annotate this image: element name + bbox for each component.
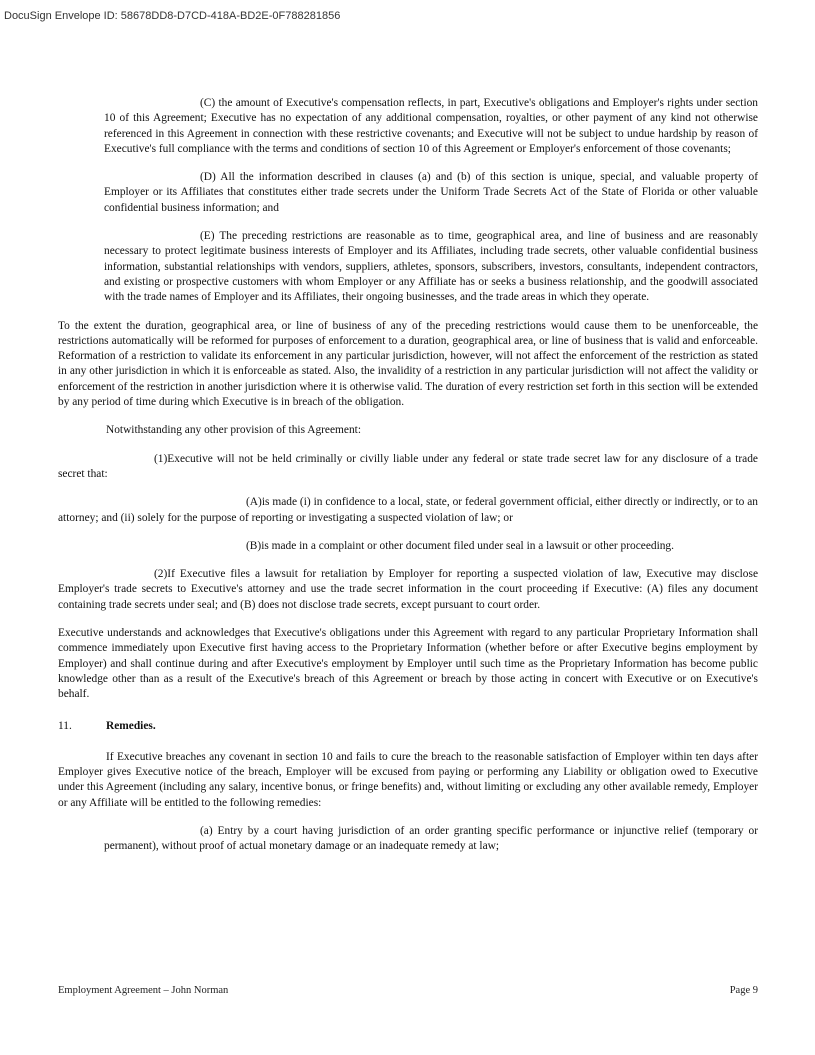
item-1-a [58,495,758,526]
item-1-b [58,539,758,554]
page-footer [58,985,758,996]
item-1-label: (1) [154,452,168,465]
section-title: Remedies. [106,719,156,732]
extent-paragraph: To the extent the duration, geographical area, or line of business of any of the preceding restrictions would cause them to be unenforceable, the restrictions automatically will be reformed for purposes of enforcement to a duration, geographical area, or line of business that is valid and enforceable. Reformation of a restriction to validate its enforcement in any particular jurisdiction, however, will not affect the enforcement of the restriction as stated in any other jurisdiction in which it is enforceable as stated. Also, the invalidity of a restriction in any particular jurisdiction will not affect the validity or enforcement of the restriction in another jurisdiction where it is otherwise valid. The duration of every restriction set forth in this section will be extended by any period of time during which Executive is in breach of the obligation. [58,319,758,409]
clause-d-label: (D) [200,171,216,184]
item-2-text: If Executive files a lawsuit for retaliation by Employer for reporting a suspected violation of law, Executive may disclose Employer's trade secrets to Executive's attorney and use the trade secret information in the court proceeding if Executive: (A) files any document containing trade secrets under seal; and (B) does not disclose trade secrets, except pursuant to court order. [58,568,758,611]
notwithstanding-paragraph: Notwithstanding any other provision of this Agreement: [106,424,361,437]
section-11-heading [58,719,758,734]
remedy-a [104,824,758,855]
page-number: Page 9 [729,985,758,996]
item-1 [58,452,758,483]
item-1-a-text: is made (i) in confidence to a local, state, or federal government official, either directly or indirectly, or to an attorney; and (ii) solely for the purpose of reporting or investigating a suspected violation of law; or [58,496,758,524]
remedy-a-label: (a) [200,824,213,837]
clause-e-label: (E) [200,230,215,243]
envelope-id: DocuSign Envelope ID: 58678DD8-D7CD-418A-BD2E-0F788281856 [4,10,341,22]
remedies-intro: If Executive breaches any covenant in section 10 and fails to cure the breach to the reasonable satisfaction of Employer within ten days after Employer gives Executive notice of the breach, Employer will be excused from paying or performing any Liability or obligation owed to Executive under this Agreement (including any salary, incentive bonus, or fringe benefits) and, without limiting or excluding any other available remedy, Employer or any Affiliate will be entitled to the following remedies: [58,750,758,809]
clause-c-text: the amount of Executive's compensation reflects, in part, Executive's obligations and Employer's rights under section 10 of this Agreement; Executive has no expectation of any additional compensation, royalties, or other payment of any kind not otherwise referenced in this Agreement in connection with these restrictive covenants; and Executive will not be subject to undue hardship by reason of Executive's full compliance with the terms and conditions of section 10 of this Agreement or Employer's enforcement of those covenants; [104,97,758,155]
item-1-text: Executive will not be held criminally or civilly liable under any federal or state trade secret law for any disclosure of a trade secret that: [58,452,758,480]
item-1-a-label: (A) [246,496,262,509]
clause-c-label: (C) [200,97,216,109]
footer-document-title: Employment Agreement – John Norman [58,985,229,996]
document-body [58,96,758,868]
remedy-a-text: Entry by a court having jurisdiction of an order granting specific performance or injunctive relief (temporary or permanent), without proof of actual monetary damage or an inadequate remedy at law; [104,824,758,853]
clause-e-text: The preceding restrictions are reasonable as to time, geographical area, and line of business and are reasonably necessary to protect legitimate business interests of Employer and its Affiliates, including trade secrets, other valuable confidential business information, substantial relationships with vendors, suppliers, athletes, sponsors, subscribers, investors, consultants, independent contractors, and existing or prospective customers with whom Employer or any Affiliate has or seeks a business relationship, and the goodwill associated with the trade names of Employer and its Affiliates, their ongoing businesses, and the trade areas in which they operate. [104,230,758,304]
clause-d [104,170,758,216]
section-number: 11. [58,719,72,732]
understands-paragraph: Executive understands and acknowledges that Executive's obligations under this Agreement with regard to any particular Proprietary Information shall commence immediately upon Executive first having access to the Proprietary Information (whether before or after Executive begins employment by Employer) and shall continue during and after Executive's employment by Employer until such time as the Proprietary Information has become public knowledge other than as a result of the Executive's breach of this Agreement or breach by those acting in concert with Executive or on Executive's behalf. [58,627,758,701]
item-1-b-label: (B) [246,539,262,552]
clause-c [104,96,758,157]
item-1-b-text: is made in a complaint or other document filed under seal in a lawsuit or other proceeding. [261,539,674,552]
item-2-label: (2) [154,568,168,581]
item-2 [58,567,758,613]
clause-e [104,229,758,305]
clause-d-text: All the information described in clauses (a) and (b) of this section is unique, special, and valuable property of Employer or its Affiliates that constitutes either trade secrets under the Uniform Trade Secrets Act of the State of Florida or other valuable confidential business information; and [104,171,758,214]
